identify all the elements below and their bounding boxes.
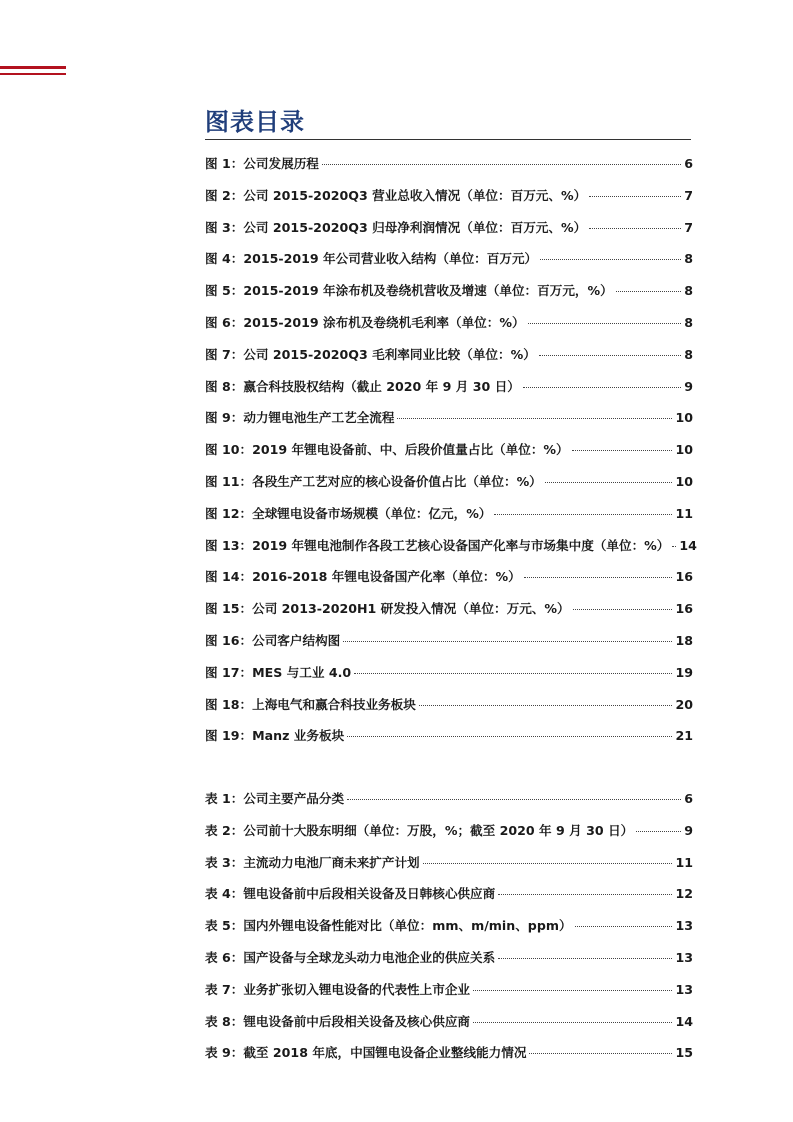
toc-entry-label: 图 4：2015-2019 年公司营业收入结构（单位：百万元）	[205, 251, 538, 267]
leader-dots	[589, 196, 681, 197]
toc-entry-page: 16	[675, 601, 693, 617]
toc-entry[interactable]	[205, 1042, 693, 1074]
toc-entry-label: 图 18：上海电气和嬴合科技业务板块	[205, 696, 416, 712]
toc-entry[interactable]	[205, 503, 693, 535]
toc-entry-page: 7	[684, 187, 693, 203]
toc-entry-page: 16	[675, 569, 693, 585]
toc-entry[interactable]	[205, 407, 693, 439]
leader-dots	[524, 577, 673, 578]
toc-entry-page: 14	[675, 1013, 693, 1029]
leader-dots	[347, 736, 672, 737]
toc-entry[interactable]	[205, 725, 693, 757]
toc-entry-label: 图 5：2015-2019 年涂布机及卷绕机营收及增速（单位：百万元，%）	[205, 283, 613, 299]
toc-entry[interactable]	[205, 662, 693, 694]
leader-dots	[539, 355, 681, 356]
toc-entry-page: 12	[675, 886, 693, 902]
leader-dots	[473, 1022, 672, 1023]
toc-entry-label: 图 19：Manz 业务板块	[205, 728, 345, 744]
toc-entry[interactable]	[205, 883, 693, 915]
header-accent-bar-thin	[0, 73, 66, 75]
toc-entry-page: 13	[675, 918, 693, 934]
toc-entry-page: 19	[675, 664, 693, 680]
toc-entry[interactable]	[205, 217, 693, 249]
toc-entry-page: 6	[684, 791, 693, 806]
leader-dots	[419, 705, 673, 706]
toc-entry-page: 10	[675, 442, 693, 458]
leader-dots	[575, 926, 673, 927]
leader-dots	[636, 831, 681, 832]
toc-entry-label: 图 6：2015-2019 涂布机及卷绕机毛利率（单位：%）	[205, 314, 525, 330]
table-list	[205, 788, 693, 1074]
toc-entry[interactable]	[205, 280, 693, 312]
toc-entry-label: 图 11：各段生产工艺对应的核心设备价值占比（单位：%）	[205, 473, 542, 489]
toc-entry[interactable]	[205, 153, 693, 185]
toc-entry-page: 13	[675, 949, 693, 965]
toc-entry[interactable]	[205, 471, 693, 503]
toc-entry-page: 9	[684, 378, 693, 394]
toc-entry[interactable]	[205, 852, 693, 884]
header-accent-bar	[0, 66, 66, 69]
leader-dots	[347, 799, 681, 800]
toc-entry-label: 表 8：锂电设备前中后段相关设备及核心供应商	[205, 1013, 471, 1029]
toc-entry-label: 图 15：公司 2013-2020H1 研发投入情况（单位：万元、%）	[205, 601, 570, 617]
leader-dots	[589, 228, 681, 229]
toc-entry-page: 8	[684, 251, 693, 267]
leader-dots	[545, 482, 673, 483]
toc-entry-label: 图 13：2019 年锂电池制作各段工艺核心设备国产化率与市场集中度（单位：%）	[205, 537, 670, 553]
title-divider	[205, 139, 691, 140]
toc-entry-page: 13	[675, 981, 693, 997]
toc-entry-page: 20	[675, 696, 693, 712]
toc-entry-page: 11	[675, 505, 693, 521]
toc-entry-label: 表 4：锂电设备前中后段相关设备及日韩核心供应商	[205, 886, 496, 902]
leader-dots	[473, 990, 672, 991]
toc-entry[interactable]	[205, 566, 693, 598]
leader-dots	[343, 641, 672, 642]
toc-entry-page: 11	[675, 854, 693, 870]
leader-dots	[672, 546, 676, 547]
toc-entry-page: 8	[684, 314, 693, 330]
toc-entry[interactable]	[205, 248, 693, 280]
toc-entry[interactable]	[205, 312, 693, 344]
toc-entry-page: 21	[675, 728, 693, 744]
toc-entry[interactable]	[205, 947, 693, 979]
toc-entry[interactable]	[205, 915, 693, 947]
toc-entry-label: 表 1：公司主要产品分类	[205, 791, 345, 806]
leader-dots	[523, 387, 681, 388]
toc-entry[interactable]	[205, 630, 693, 662]
toc-entry-label: 图 9：动力锂电池生产工艺全流程	[205, 410, 395, 426]
toc-entry[interactable]	[205, 788, 693, 820]
leader-dots	[494, 514, 672, 515]
toc-entry[interactable]	[205, 1011, 693, 1043]
toc-entry-page: 7	[684, 219, 693, 235]
leader-dots	[572, 450, 673, 451]
toc-entry-page: 8	[684, 346, 693, 362]
toc-entry[interactable]	[205, 979, 693, 1011]
leader-dots	[528, 323, 682, 324]
figure-list	[205, 153, 697, 757]
leader-dots	[540, 259, 681, 260]
toc-entry-label: 表 6：国产设备与全球龙头动力电池企业的供应关系	[205, 949, 496, 965]
toc-entry[interactable]	[205, 535, 697, 567]
toc-entry[interactable]	[205, 598, 693, 630]
leader-dots	[397, 418, 672, 419]
toc-entry[interactable]	[205, 694, 693, 726]
leader-dots	[354, 673, 672, 674]
toc-entry-page: 18	[675, 632, 693, 648]
toc-entry-label: 图 7：公司 2015-2020Q3 毛利率同业比较（单位：%）	[205, 346, 536, 362]
toc-entry[interactable]	[205, 439, 693, 471]
toc-entry-label: 图 14：2016-2018 年锂电设备国产化率（单位：%）	[205, 569, 521, 585]
toc-entry-label: 表 3：主流动力电池厂商未来扩产计划	[205, 854, 420, 870]
leader-dots	[529, 1053, 672, 1054]
toc-entry-page: 6	[684, 156, 693, 171]
toc-entry-label: 图 3：公司 2015-2020Q3 归母净利润情况（单位：百万元、%）	[205, 219, 587, 235]
toc-entry[interactable]	[205, 820, 693, 852]
toc-entry-label: 图 12：全球锂电设备市场规模（单位：亿元，%）	[205, 505, 492, 521]
toc-entry-label: 表 2：公司前十大股东明细（单位：万股，%；截至 2020 年 9 月 30 日）	[205, 822, 634, 838]
leader-dots	[616, 291, 682, 292]
leader-dots	[498, 894, 672, 895]
toc-entry-page: 15	[675, 1045, 693, 1061]
leader-dots	[322, 164, 681, 165]
toc-entry-page: 14	[679, 537, 697, 553]
leader-dots	[423, 863, 673, 864]
toc-entry-page: 10	[675, 473, 693, 489]
toc-entry-label: 图 10：2019 年锂电设备前、中、后段价值量占比（单位：%）	[205, 442, 569, 458]
toc-entry-label: 图 16：公司客户结构图	[205, 632, 341, 648]
toc-entry-label: 图 2：公司 2015-2020Q3 营业总收入情况（单位：百万元、%）	[205, 187, 587, 203]
leader-dots	[498, 958, 672, 959]
toc-entry-label: 图 8：嬴合科技股权结构（截止 2020 年 9 月 30 日）	[205, 378, 520, 394]
toc-entry[interactable]	[205, 376, 693, 408]
toc-entry-page: 8	[684, 283, 693, 299]
toc-entry-label: 图 1：公司发展历程	[205, 156, 319, 171]
toc-entry-label: 表 7：业务扩张切入锂电设备的代表性上市企业	[205, 981, 471, 997]
leader-dots	[573, 609, 673, 610]
toc-entry-label: 表 9：截至 2018 年底，中国锂电设备企业整线能力情况	[205, 1045, 527, 1061]
toc-entry-label: 表 5：国内外锂电设备性能对比（单位：mm、m/min、ppm）	[205, 918, 572, 934]
toc-entry-page: 9	[684, 822, 693, 838]
toc-entry-page: 10	[675, 410, 693, 426]
toc-entry[interactable]	[205, 185, 693, 217]
page-title: 图表目录	[205, 108, 305, 136]
toc-entry-label: 图 17：MES 与工业 4.0	[205, 664, 352, 680]
toc-entry[interactable]	[205, 344, 693, 376]
